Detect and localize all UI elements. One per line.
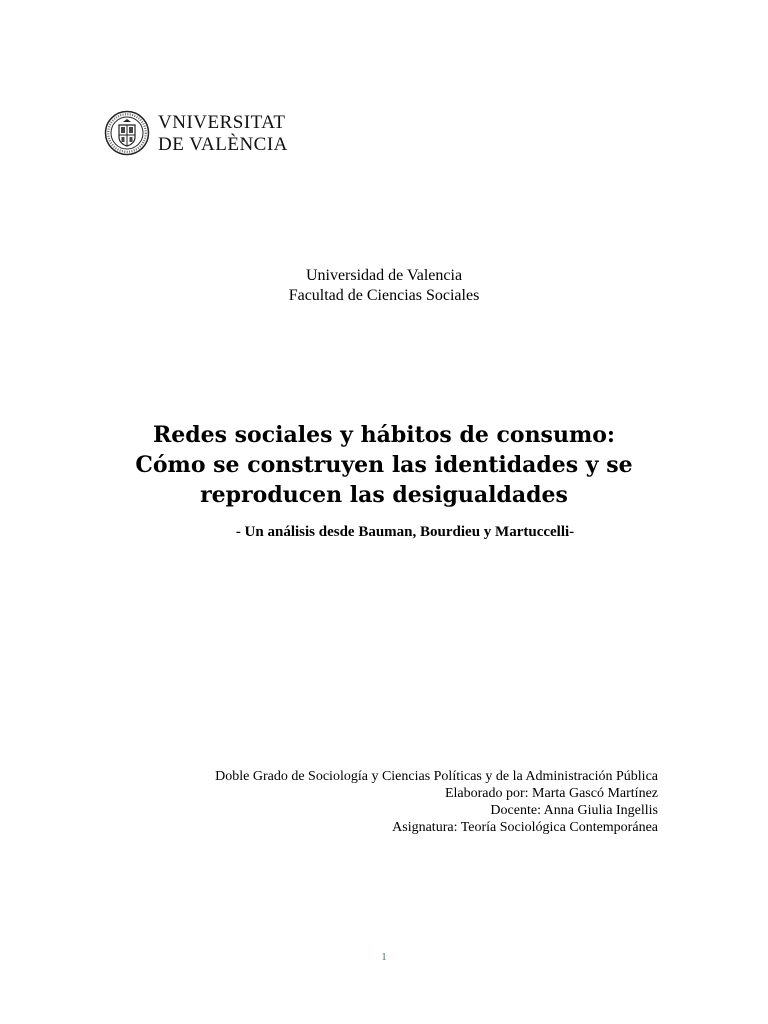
degree-line: Doble Grado de Sociología y Ciencias Políticas y de la Administración Pública: [215, 769, 658, 784]
logo-wordmark: [158, 113, 288, 154]
university-seal-icon: [104, 110, 150, 156]
title-line-1: Redes sociales y hábitos de consumo:: [152, 422, 616, 448]
page-number: 1: [381, 952, 387, 963]
author-line: Elaborado por: Marta Gascó Martínez: [444, 786, 658, 801]
document-title: [84, 420, 684, 510]
faculty-name: Facultad de Ciencias Sociales: [288, 287, 480, 304]
university-name: Universidad de Valencia: [305, 267, 463, 284]
subject-line: Asignatura: Teoría Sociológica Contemporánea: [392, 820, 658, 835]
document-subtitle: - Un análisis desde Bauman, Bourdieu y Martuccelli-: [235, 524, 575, 540]
university-logo: [104, 108, 288, 158]
credits-block: [215, 768, 658, 836]
logo-line-2: DE VALÈNCIA: [158, 133, 288, 155]
title-line-2: Cómo se construyen las identidades y se: [135, 452, 633, 478]
teacher-line: Docente: Anna Giulia Ingellis: [490, 803, 658, 818]
title-line-3: reproducen las desigualdades: [200, 482, 568, 508]
logo-line-1: VNIVERSITAT: [158, 111, 286, 133]
institution-block: [0, 266, 768, 306]
